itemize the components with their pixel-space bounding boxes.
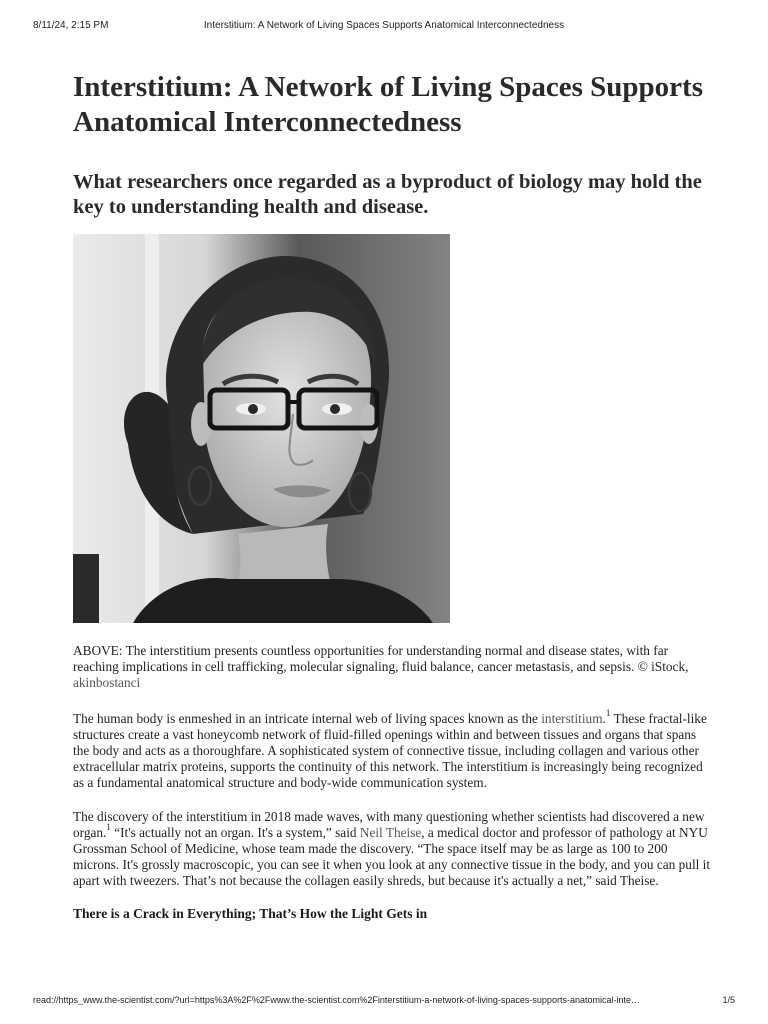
caption-text: ABOVE: The interstitium presents countless opportunities for understanding normal and disease states, with far reaching implications in cell trafficking, molecular signaling, fluid balance, cancer metastasis, and sepsis. © iStock,: [73, 643, 689, 675]
print-header: [0, 0, 768, 30]
footnote-ref-1[interactable]: 1: [605, 708, 611, 719]
section-heading: There is a Crack in Everything; That’s How the Light Gets in: [73, 905, 428, 921]
paragraph-1-period: .: [602, 710, 606, 726]
print-footer: [0, 995, 768, 1015]
footnote-ref-2[interactable]: 1: [106, 822, 111, 833]
paragraph-1-lead: The human body is enmeshed in an intricate internal web of living spaces known as the: [73, 710, 542, 726]
article-photo: [73, 234, 450, 623]
article-title: Interstitium: A Network of Living Spaces Supports Anatomical Interconnectedness: [73, 71, 703, 138]
photo-caption: [73, 643, 713, 692]
paragraph-1-rest: These fractal-like structures create a vast honeycomb network of fluid-filled openings within and between tissues and organs that spans the body and acts as a thoroughfare. A sophisticated system of connective tissue, including collagen and various other extracellular matrix proteins, supports the continuity of this network. The interstitium is increasingly being recognized as a fundamental anatomical structure and body-wide communication system.: [73, 710, 707, 791]
page-number: 1/5: [722, 995, 735, 1005]
portrait-illustration: [73, 234, 450, 623]
caption-credit-link[interactable]: akinbostanci: [73, 675, 141, 691]
neil-theise-link[interactable]: Neil Theise: [359, 824, 422, 840]
article-subtitle: What researchers once regarded as a byproduct of biology may hold the key to understanding health and disease.: [73, 171, 702, 218]
paragraph-2-rest: , a medical doctor and professor of pathology at NYU Grossman School of Medicine, whose team made the discovery. “The space itself may be as large as 100 to 200 microns. It's grossly macroscopic, you can see it when you look at any connective tissue in the body, and you can pull it apart with tweezers. That’s not because the collagen easily shreds, but because it's actually a net,” said Theise.: [73, 824, 711, 889]
paragraph-2: [73, 809, 713, 890]
article: [73, 70, 713, 922]
paragraph-2-lead: The discovery of the interstitium in 2018 made waves, with many questioning whether scientists had discovered a new organ.: [73, 808, 705, 840]
interstitium-link[interactable]: interstitium: [541, 710, 603, 726]
print-datetime: 8/11/24, 2:15 PM: [33, 20, 109, 31]
article-body: [73, 708, 713, 922]
paragraph-2-quote: “It's actually not an organ. It's a system,” said: [110, 824, 360, 840]
paragraph-1: [73, 708, 713, 792]
print-doc-title: Interstitium: A Network of Living Spaces Supports Anatomical Interconnectedness: [203, 20, 565, 31]
print-url: read://https_www.the-scientist.com/?url=https%3A%2F%2Fwww.the-scientist.com%2Finterstitium-a-network-of-living-spaces-supports-anatomical-inte…: [33, 995, 640, 1005]
